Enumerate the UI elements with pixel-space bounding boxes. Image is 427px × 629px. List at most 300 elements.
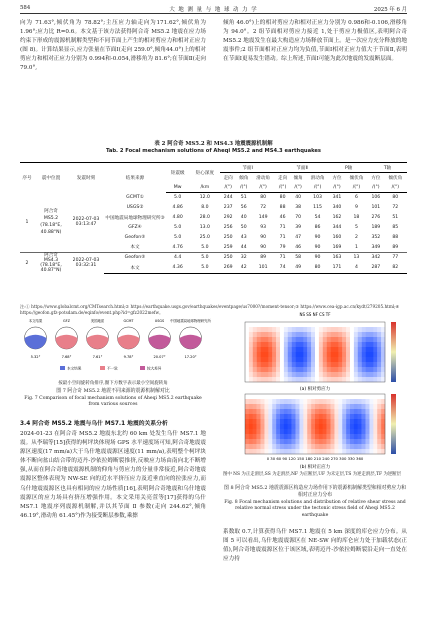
stress-cell bbox=[358, 347, 362, 352]
stress-cell bbox=[272, 342, 276, 347]
table-cell: 51 bbox=[392, 215, 399, 220]
stress-cell bbox=[307, 372, 311, 377]
stress-cell bbox=[245, 372, 249, 377]
stress-cell bbox=[276, 404, 280, 409]
table-cell: 77 bbox=[384, 253, 407, 263]
stress-cell bbox=[307, 439, 311, 444]
stress-cell bbox=[253, 362, 257, 367]
stress-cell bbox=[276, 394, 280, 399]
table-cell: 79 bbox=[279, 244, 286, 250]
stress-cell bbox=[253, 394, 257, 399]
stress-cell bbox=[354, 394, 358, 399]
stress-cell bbox=[334, 419, 338, 424]
stress-cell bbox=[261, 439, 265, 444]
stress-cell bbox=[249, 357, 253, 362]
stress-cell bbox=[253, 414, 257, 419]
stress-cell bbox=[327, 429, 331, 434]
table-cell: USGS② bbox=[126, 205, 144, 210]
stress-cell bbox=[323, 394, 327, 399]
stress-cell bbox=[350, 439, 354, 444]
stress-cell bbox=[307, 394, 311, 399]
stress-cell bbox=[276, 337, 280, 342]
stress-cell bbox=[362, 449, 366, 454]
stress-cell bbox=[319, 419, 323, 424]
stress-cell bbox=[338, 342, 342, 347]
stress-cell bbox=[307, 449, 311, 454]
stress-cell bbox=[381, 332, 385, 337]
stress-cell bbox=[257, 404, 261, 409]
stress-cell bbox=[342, 434, 346, 439]
left-bottom-paragraph: 2024-01-23 在阿合奇 MS5.2 地震东北约 60 km 处发生乌什 MS7.1 地震。从李瑞等[15]获得的柯坪块体现场 GPS 水平速度场可知,阿合奇地震震源区速度(17 mm/a)大于乌什地震震源区速度(11 mm/a),表明整个柯坪块体不断向盆山结合带的迈丹-沙依拉姆断裂推挤,反映应力场由南向北不断增强,从而在阿合奇地震震源机制的仰角与剪应力的分量非常接近,阿合奇地震震源区整体表现为 NW-SE 向的近水平挤压应力及近垂直向的拉张应力,而乌什地震震源区也具有相同的应力场性质[16],表明阿合奇地震和乌什地震震源区的应力场具有挤压增强作用。本文采用关亮萱等[17]获得的乌什 MS7.1 地震序列震源机制解,并以其节面 Ⅱ 参数(走向 244.62°,倾角 46.19°,滑动角 61.45°)作为接受断层参数,乘擦 bbox=[20, 431, 206, 519]
beachball-label: 本文结果 bbox=[28, 319, 43, 323]
stress-cell bbox=[257, 419, 261, 424]
event-location-line: 阿合奇 bbox=[44, 209, 58, 215]
stress-cell bbox=[381, 429, 385, 434]
stress-cell bbox=[261, 424, 265, 429]
stress-cell bbox=[319, 362, 323, 367]
stress-cell bbox=[288, 414, 292, 419]
stress-cell bbox=[280, 419, 284, 424]
stress-cell bbox=[249, 352, 253, 357]
th-np2: 节面Ⅱ bbox=[275, 163, 329, 173]
table-cell: 46 bbox=[279, 215, 286, 220]
stress-cell bbox=[245, 409, 249, 414]
stress-cell bbox=[373, 327, 377, 332]
fig7-inline-note: 按最小空间旋转角排序,圈下方数字表示最小空间旋转角 bbox=[58, 381, 168, 386]
stress-cell bbox=[381, 357, 385, 362]
th-t: T轴 bbox=[368, 163, 407, 173]
stress-cell bbox=[276, 347, 280, 352]
stress-cell bbox=[303, 322, 307, 327]
table-cell: 5.0 bbox=[174, 235, 182, 240]
beachball-label: 美国地质 bbox=[90, 319, 105, 323]
stress-cell bbox=[323, 409, 327, 414]
stress-cell bbox=[264, 372, 268, 377]
stress-cell bbox=[342, 332, 346, 337]
rotation-angle-value: 7.68° bbox=[61, 355, 72, 359]
stress-cell bbox=[338, 404, 342, 409]
stress-cell bbox=[346, 439, 350, 444]
stress-cell bbox=[249, 434, 253, 439]
stress-cell bbox=[366, 337, 370, 342]
stress-cell bbox=[280, 449, 284, 454]
stress-cell bbox=[261, 342, 265, 347]
event-location-line: 40.88°N) bbox=[40, 230, 62, 236]
figure-8-stress-maps bbox=[223, 310, 407, 470]
stress-cell bbox=[292, 414, 296, 419]
stress-cell bbox=[268, 424, 272, 429]
stress-cell bbox=[358, 367, 362, 372]
stress-cell bbox=[377, 377, 381, 382]
stress-cell bbox=[381, 362, 385, 367]
stress-cell bbox=[342, 367, 346, 372]
stress-cell bbox=[319, 367, 323, 372]
stress-cell bbox=[280, 424, 284, 429]
stress-cell bbox=[261, 394, 265, 399]
stress-cell bbox=[253, 434, 257, 439]
table-cell: 5.0 bbox=[189, 263, 220, 273]
th-az: 方位 bbox=[332, 175, 342, 181]
rotation-angle-value: 20.07° bbox=[153, 355, 166, 359]
stress-cell bbox=[358, 439, 362, 444]
stress-cell bbox=[272, 449, 276, 454]
legend-swatch bbox=[60, 366, 65, 370]
stress-cell bbox=[331, 394, 335, 399]
stress-cell bbox=[319, 449, 323, 454]
stress-cell bbox=[334, 332, 338, 337]
stress-cell bbox=[331, 434, 335, 439]
th-dip: 倾角 bbox=[293, 175, 303, 181]
table-cell: 90 bbox=[314, 244, 321, 250]
stress-cell bbox=[311, 377, 315, 382]
table-cell: 344 bbox=[332, 225, 342, 230]
stress-cell bbox=[307, 444, 311, 449]
stress-cell bbox=[288, 409, 292, 414]
stress-cell bbox=[338, 444, 342, 449]
stress-cell bbox=[284, 367, 288, 372]
stress-cell bbox=[373, 377, 377, 382]
stress-cell bbox=[245, 404, 249, 409]
stress-cell bbox=[342, 414, 346, 419]
beachball-label: 中国地震局地球物理研究所 bbox=[170, 319, 211, 323]
stress-cell bbox=[373, 414, 377, 419]
stress-cell bbox=[373, 322, 377, 327]
stress-cell bbox=[249, 424, 253, 429]
stress-cell bbox=[253, 449, 257, 454]
stress-cell bbox=[292, 372, 296, 377]
table-cell: 169 bbox=[332, 244, 342, 250]
event-location-line: 阿合奇 bbox=[44, 253, 58, 258]
stress-cell bbox=[369, 337, 373, 342]
table-cell: 85 bbox=[392, 225, 399, 230]
stress-cell bbox=[264, 377, 268, 382]
stress-cell bbox=[311, 322, 315, 327]
stress-cell bbox=[280, 434, 284, 439]
table-cell: 13 bbox=[345, 253, 368, 263]
beachball-label: USGS bbox=[154, 319, 165, 323]
stress-cell bbox=[354, 414, 358, 419]
stress-cell bbox=[311, 367, 315, 372]
stress-cell bbox=[299, 394, 303, 399]
stress-cell bbox=[323, 414, 327, 419]
stress-cell bbox=[319, 342, 323, 347]
stress-cell bbox=[264, 322, 268, 327]
stress-cell bbox=[276, 434, 280, 439]
stress-cell bbox=[362, 429, 366, 434]
stress-cell bbox=[261, 404, 265, 409]
stress-cell bbox=[264, 434, 268, 439]
stress-cell bbox=[369, 424, 373, 429]
stress-cell bbox=[327, 424, 331, 429]
stress-cell bbox=[284, 419, 288, 424]
stress-cell bbox=[311, 342, 315, 347]
stress-cell bbox=[245, 444, 249, 449]
stress-cell bbox=[331, 372, 335, 377]
stress-cell bbox=[327, 352, 331, 357]
th-unit: /(°) bbox=[384, 183, 407, 193]
stress-cell bbox=[253, 444, 257, 449]
stress-cell bbox=[292, 439, 296, 444]
stress-cell bbox=[264, 332, 268, 337]
stress-cell bbox=[377, 434, 381, 439]
stress-cell bbox=[346, 357, 350, 362]
th-unit: /(°) bbox=[345, 183, 368, 193]
stress-cell bbox=[307, 352, 311, 357]
stress-cell bbox=[350, 367, 354, 372]
stress-cell bbox=[354, 357, 358, 362]
table-cell bbox=[68, 253, 104, 274]
stress-cell bbox=[296, 352, 300, 357]
stress-cell bbox=[381, 439, 385, 444]
stress-cell bbox=[369, 409, 373, 414]
table-cell: 90 bbox=[260, 235, 267, 240]
stress-cell bbox=[354, 342, 358, 347]
stress-cell bbox=[303, 342, 307, 347]
stress-cell bbox=[268, 399, 272, 404]
stress-cell bbox=[373, 362, 377, 367]
stress-cell bbox=[362, 352, 366, 357]
table-cell: 18 bbox=[353, 215, 360, 220]
stress-cell bbox=[288, 347, 292, 352]
table-cell: 4.4 bbox=[166, 253, 189, 263]
stress-cell bbox=[334, 409, 338, 414]
stress-cell bbox=[257, 377, 261, 382]
stress-cell bbox=[362, 362, 366, 367]
event-location-line: 40.87°N) bbox=[40, 268, 62, 273]
stress-cell bbox=[311, 357, 315, 362]
stress-cell bbox=[331, 327, 335, 332]
stress-cell bbox=[323, 342, 327, 347]
stress-cell bbox=[338, 332, 342, 337]
stress-cell bbox=[292, 332, 296, 337]
stress-cell bbox=[284, 424, 288, 429]
stress-cell bbox=[346, 419, 350, 424]
stress-cell bbox=[366, 322, 370, 327]
stress-cell bbox=[299, 327, 303, 332]
stress-cell bbox=[272, 424, 276, 429]
stress-cell bbox=[253, 377, 257, 382]
stress-cell bbox=[288, 419, 292, 424]
stress-cell bbox=[315, 409, 319, 414]
th-source: 结果来源 bbox=[104, 163, 166, 193]
stress-cell bbox=[249, 439, 253, 444]
stress-cell bbox=[284, 352, 288, 357]
stress-cell bbox=[261, 347, 265, 352]
stress-cell bbox=[311, 429, 315, 434]
stress-cell bbox=[327, 347, 331, 352]
stress-cell bbox=[272, 352, 276, 357]
stress-cell bbox=[299, 372, 303, 377]
stress-cell bbox=[358, 404, 362, 409]
legend-label: 本文结果 bbox=[67, 366, 82, 371]
stress-cell bbox=[299, 424, 303, 429]
stress-cell bbox=[373, 424, 377, 429]
stress-cell bbox=[296, 342, 300, 347]
stress-cell bbox=[323, 337, 327, 342]
stress-cell bbox=[342, 419, 346, 424]
stress-cell bbox=[284, 404, 288, 409]
stress-cell bbox=[253, 429, 257, 434]
stress-cell bbox=[358, 449, 362, 454]
table-cell: 39 bbox=[295, 225, 302, 230]
stress-cell bbox=[296, 377, 300, 382]
stress-cell bbox=[280, 394, 284, 399]
stress-cell bbox=[362, 372, 366, 377]
table-cell: 106 bbox=[371, 195, 381, 201]
stress-cell bbox=[245, 434, 249, 439]
table-cell bbox=[34, 193, 68, 253]
th-plunge: 倾伏角 bbox=[388, 175, 403, 181]
stress-cell bbox=[323, 429, 327, 434]
stress-cell bbox=[362, 322, 366, 327]
stress-cell bbox=[377, 367, 381, 372]
stress-cell bbox=[307, 424, 311, 429]
stress-cell bbox=[245, 362, 249, 367]
stress-cell bbox=[268, 434, 272, 439]
table-cell bbox=[34, 253, 68, 274]
beachball-label: GCMT bbox=[123, 319, 134, 323]
table-cell: 47 bbox=[295, 235, 302, 240]
stress-cell bbox=[261, 332, 265, 337]
table-cell: 93 bbox=[260, 225, 267, 230]
fig7-caption-cn: 图 7 阿合奇 MS5.2 地震不同来源的震源机制解对比 bbox=[56, 388, 170, 394]
stress-cell bbox=[288, 404, 292, 409]
stress-cell bbox=[268, 394, 272, 399]
stress-cell bbox=[296, 419, 300, 424]
stress-cell bbox=[299, 444, 303, 449]
stress-cell bbox=[381, 424, 385, 429]
stress-cell bbox=[284, 337, 288, 342]
stress-cell bbox=[253, 409, 257, 414]
stress-cell bbox=[253, 419, 257, 424]
stress-cell bbox=[315, 394, 319, 399]
stress-cell bbox=[338, 414, 342, 419]
stress-cell bbox=[366, 404, 370, 409]
stress-cell bbox=[264, 367, 268, 372]
stress-cell bbox=[253, 404, 257, 409]
event-time-line: 2022-07-03 bbox=[72, 217, 100, 223]
stress-cell bbox=[307, 332, 311, 337]
stress-cell bbox=[338, 409, 342, 414]
table-cell: Geofon⑤ bbox=[104, 253, 166, 263]
stress-cell bbox=[350, 332, 354, 337]
th-az: 方位 bbox=[371, 175, 381, 181]
table-cell: 80 bbox=[392, 195, 399, 201]
stress-cell bbox=[369, 419, 373, 424]
stress-cell bbox=[331, 377, 335, 382]
stress-cell bbox=[280, 327, 284, 332]
stress-cell bbox=[346, 332, 350, 337]
stress-cell bbox=[331, 362, 335, 367]
stress-cell bbox=[272, 347, 276, 352]
stress-cell bbox=[331, 414, 335, 419]
table-cell: 72 bbox=[260, 205, 267, 210]
stress-cell bbox=[358, 332, 362, 337]
stress-cell bbox=[350, 414, 354, 419]
stress-cell bbox=[315, 434, 319, 439]
stress-cell bbox=[245, 357, 249, 362]
stress-cell bbox=[268, 439, 272, 444]
table-cell: 90 bbox=[314, 235, 321, 240]
right-bottom-paragraph: 系数取 0.7,计算获得乌什 MS7.1 地震在 5 km 深度的库仑应力分布。从图 5 可以看出,乌什地震震源区在 NE-SW 向的库仑应力处于加载状态(正值),阿合奇地震震源区位于该区域,表明迈丹-沙依拉姆断裂沿走向一直处在应力持 bbox=[223, 529, 407, 563]
stress-cell bbox=[331, 419, 335, 424]
stress-cell bbox=[334, 414, 338, 419]
stress-cell bbox=[338, 347, 342, 352]
stress-cell bbox=[315, 377, 319, 382]
stress-cell bbox=[261, 377, 265, 382]
stress-cell bbox=[284, 342, 288, 347]
stress-cell bbox=[362, 394, 366, 399]
stress-cell bbox=[319, 352, 323, 357]
stress-cell bbox=[354, 327, 358, 332]
stress-cell bbox=[377, 394, 381, 399]
stress-cell bbox=[257, 429, 261, 434]
stress-cell bbox=[362, 404, 366, 409]
stress-cell bbox=[261, 399, 265, 404]
table-cell: 340 bbox=[332, 205, 342, 210]
stress-cell bbox=[257, 449, 261, 454]
stress-cell bbox=[323, 352, 327, 357]
stress-cell bbox=[319, 372, 323, 377]
stress-cell bbox=[327, 449, 331, 454]
stress-cell bbox=[373, 409, 377, 414]
stress-cell bbox=[261, 444, 265, 449]
stress-cell bbox=[253, 352, 257, 357]
stress-cell bbox=[346, 414, 350, 419]
stress-cell bbox=[327, 439, 331, 444]
stress-cell bbox=[381, 352, 385, 357]
th-dip: 倾角 bbox=[239, 175, 249, 181]
stress-cell bbox=[319, 414, 323, 419]
stress-cell bbox=[257, 399, 261, 404]
table-cell: 352 bbox=[371, 235, 381, 240]
th-strike: 走向 bbox=[277, 175, 288, 181]
stress-cell bbox=[257, 434, 261, 439]
stress-cell bbox=[261, 419, 265, 424]
stress-cell bbox=[358, 362, 362, 367]
stress-cell bbox=[358, 424, 362, 429]
stress-cell bbox=[276, 439, 280, 444]
table-cell: 28.0 bbox=[199, 215, 210, 220]
stress-cell bbox=[338, 367, 342, 372]
stress-cell bbox=[346, 352, 350, 357]
stress-cell bbox=[284, 449, 288, 454]
stress-cell bbox=[272, 404, 276, 409]
stress-cell bbox=[257, 332, 261, 337]
stress-cell bbox=[307, 327, 311, 332]
stress-cell bbox=[272, 337, 276, 342]
table-cell: 4.36 bbox=[166, 263, 189, 273]
stress-cell bbox=[377, 419, 381, 424]
stress-cell bbox=[288, 394, 292, 399]
stress-cell bbox=[245, 394, 249, 399]
stress-cell bbox=[276, 399, 280, 404]
fig8-caption-cn: 图 8 阿合奇 MS5.2 地震震源区构造应力场作用下的震源机制解类型和相对剪应力和相对正应力分布 bbox=[224, 485, 406, 498]
event-location-line: (78.18°E, bbox=[40, 223, 62, 229]
stress-cell bbox=[249, 342, 253, 347]
stress-cell bbox=[327, 404, 331, 409]
stress-cell bbox=[284, 362, 288, 367]
stress-cell bbox=[303, 414, 307, 419]
stress-cell bbox=[377, 429, 381, 434]
stress-cell bbox=[303, 439, 307, 444]
stress-cell bbox=[338, 327, 342, 332]
stress-cell bbox=[280, 362, 284, 367]
table-cell: 44 bbox=[240, 244, 247, 250]
stress-cell bbox=[377, 342, 381, 347]
stress-cell bbox=[358, 327, 362, 332]
stress-cell bbox=[366, 414, 370, 419]
